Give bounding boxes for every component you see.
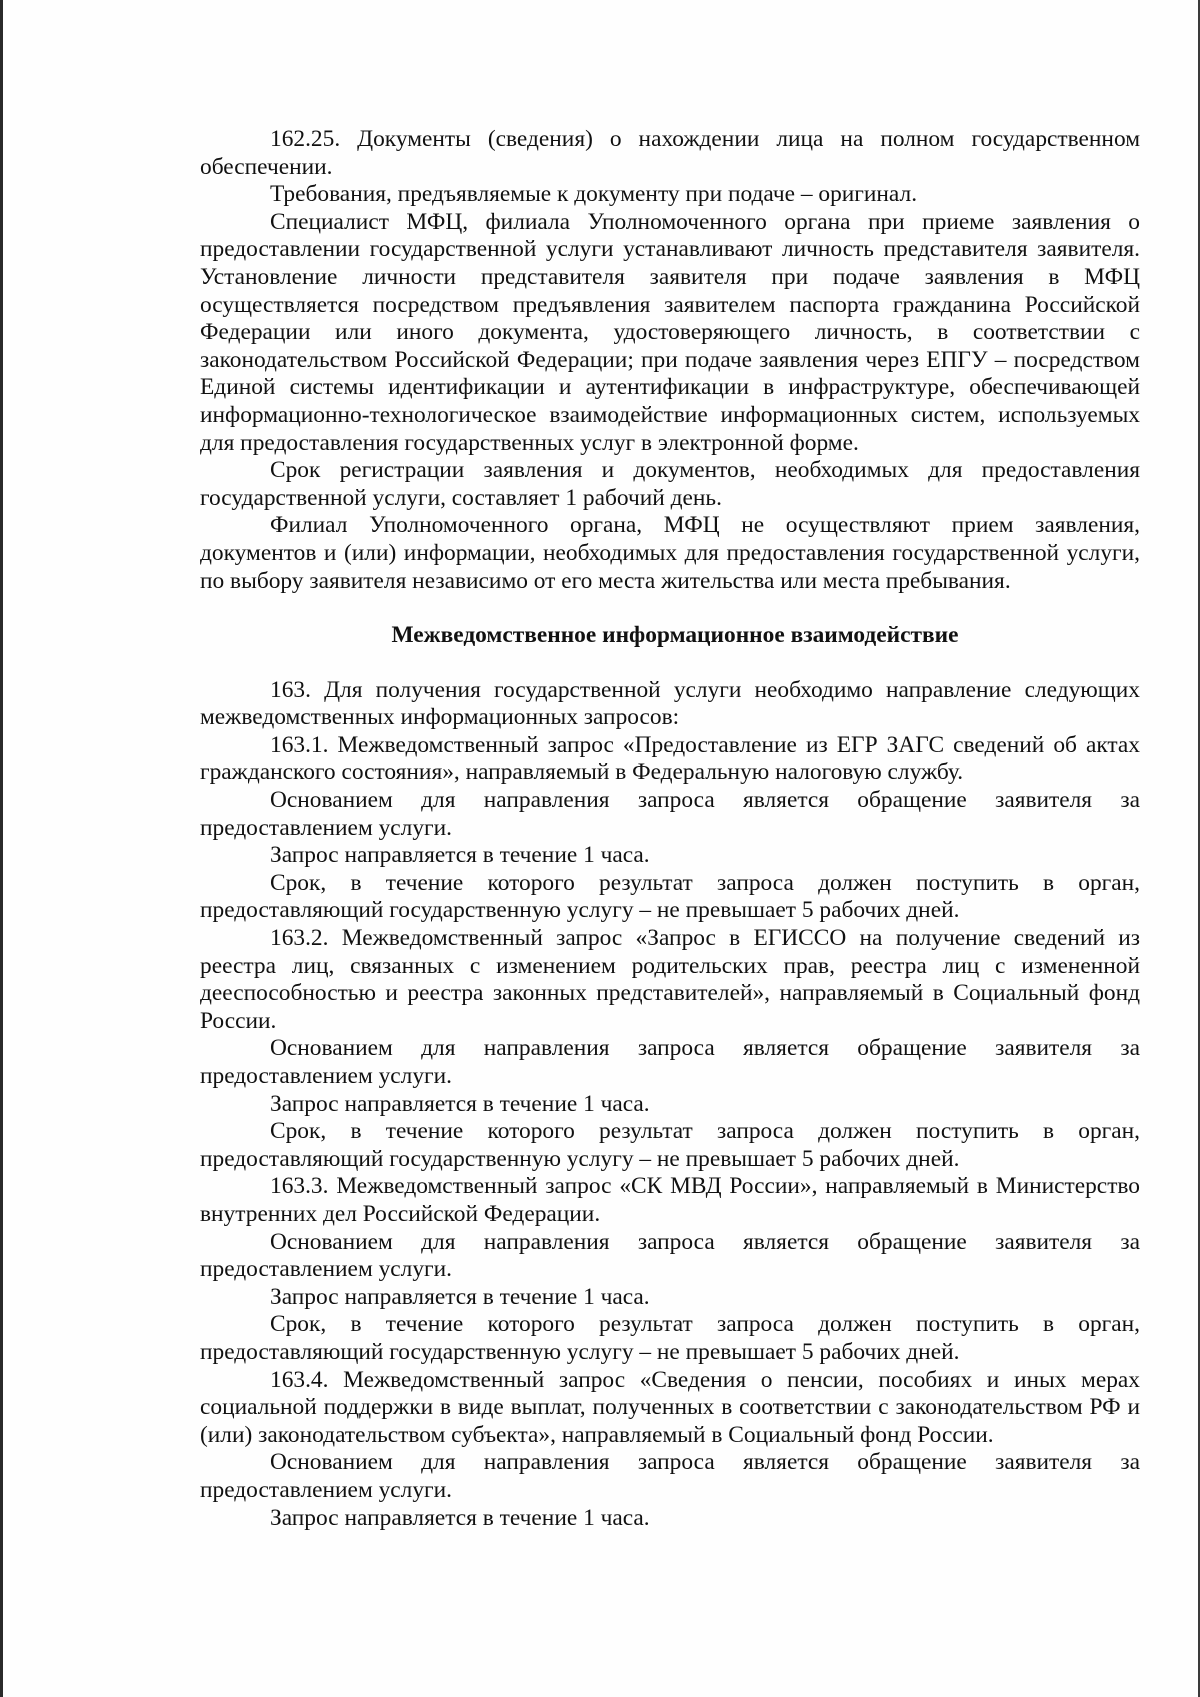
paragraph-response-term: Срок, в течение которого результат запроса должен поступить в орган, предоставляющий государственную услугу – не превышает 5 рабочих дней.: [200, 1118, 1140, 1172]
paragraph-163-2: 163.2. Межведомственный запрос «Запрос в ЕГИССО на получение сведений из реестра лиц, связанных с изменением родительских прав, реестра лиц с измененной дееспособностью и реестра законных представителей», направляемый в Социальный фонд России.: [200, 925, 1140, 1034]
paragraph-162-25: 162.25. Документы (сведения) о нахождении лица на полном государственном обеспечении.: [200, 126, 1140, 180]
paragraph-response-term: Срок, в течение которого результат запроса должен поступить в орган, предоставляющий государственную услугу – не превышает 5 рабочих дней.: [200, 869, 1140, 924]
paragraph-163: 163. Для получения государственной услуги необходимо направление следующих межведомственных информационных запросов:: [200, 676, 1140, 731]
paragraph-163-1: 163.1. Межведомственный запрос «Предоставление из ЕГР ЗАГС сведений об актах гражданского состояния», направляемый в Федеральную налоговую службу.: [200, 731, 1140, 786]
paragraph-extraterritorial: Филиал Уполномоченного органа, МФЦ не осуществляют прием заявления, документов и (или) информации, необходимых для предоставления государственной услуги, по выбору заявителя независимо от его места жительства или места пребывания.: [200, 512, 1140, 594]
paragraph-basis: Основанием для направления запроса является обращение заявителя за предоставлением услуги.: [200, 1228, 1140, 1283]
paragraph-request-time: Запрос направляется в течение 1 часа.: [270, 1090, 650, 1117]
scan-edge-left: [0, 0, 3, 1697]
paragraph-requirements: Требования, предъявляемые к документу при подаче – оригинал.: [270, 181, 918, 208]
paragraph-request-time: Запрос направляется в течение 1 часа.: [270, 1283, 650, 1310]
document-body: [200, 126, 1140, 1532]
paragraph-basis: Основанием для направления запроса является обращение заявителя за предоставлением услуги.: [200, 1035, 1140, 1089]
section-heading: Межведомственное информационное взаимодействие: [391, 622, 959, 649]
paragraph-identity-verification: Специалист МФЦ, филиала Уполномоченного органа при приеме заявления о предоставлении государственной услуги устанавливают личность представителя заявителя. Установление личности представителя заявителя при подаче заявления в МФЦ осуществляется посредством предъявления заявителем паспорта гражданина Российской Федерации или иного документа, удостоверяющего личность, в соответствии с законодательством Российской Федерации; при подаче заявления через ЕПГУ – посредством Единой системы идентификации и аутентификации в инфраструктуре, обеспечивающей информационно-технологическое взаимодействие информационных систем, используемых для предоставления государственных услуг в электронной форме.: [200, 208, 1140, 456]
paragraph-request-time: Запрос направляется в течение 1 часа.: [270, 1504, 650, 1531]
paragraph-response-term: Срок, в течение которого результат запроса должен поступить в орган, предоставляющий государственную услугу – не превышает 5 рабочих дней.: [200, 1311, 1140, 1365]
paragraph-registration-term: Срок регистрации заявления и документов, необходимых для предоставления государственной услуги, составляет 1 рабочий день.: [200, 457, 1140, 511]
paragraph-163-4: 163.4. Межведомственный запрос «Сведения о пенсии, пособиях и иных мерах социальной поддержки в виде выплат, полученных в соответствии с законодательством РФ и (или) законодательством субъекта», направляемый в Социальный фонд России.: [200, 1366, 1140, 1448]
paragraph-163-3: 163.3. Межведомственный запрос «СК МВД России», направляемый в Министерство внутренних дел Российской Федерации.: [200, 1173, 1140, 1227]
paragraph-request-time: Запрос направляется в течение 1 часа.: [270, 842, 650, 869]
paragraph-basis: Основанием для направления запроса является обращение заявителя за предоставлением услуги.: [200, 1449, 1140, 1503]
paragraph-basis: Основанием для направления запроса является обращение заявителя за предоставлением услуги.: [200, 787, 1140, 841]
